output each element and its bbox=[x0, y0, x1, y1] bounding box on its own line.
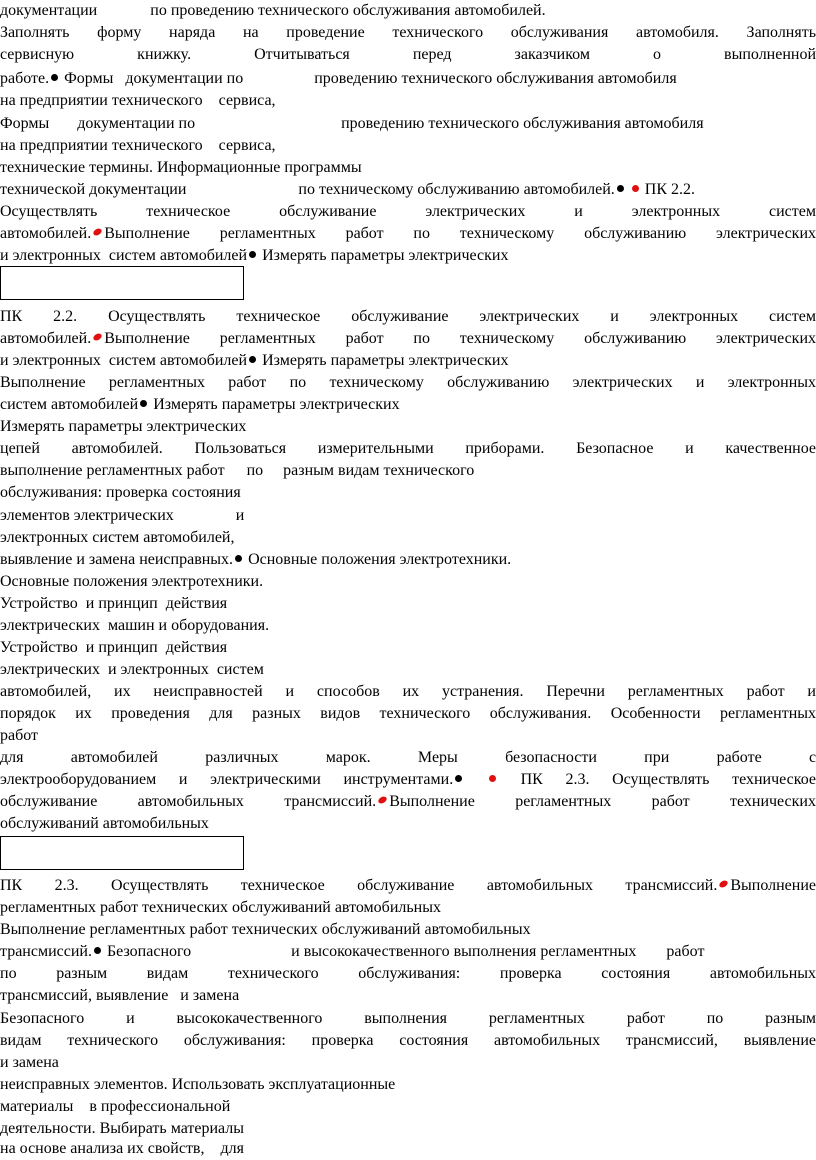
bullet-icon bbox=[235, 555, 242, 562]
bullet-icon bbox=[632, 185, 639, 192]
text-line: деятельности. Выбирать материалы bbox=[0, 1120, 245, 1137]
text-line: и электронных систем автомобилей Измерять параметры электрических bbox=[0, 247, 509, 264]
text-line: Устройство и принцип действия bbox=[0, 639, 228, 656]
bullet-icon bbox=[51, 74, 58, 81]
text-line: Выполнение регламентных работ по техническому обслуживанию электрических и электронных bbox=[0, 374, 816, 391]
text-line: и электронных систем автомобилей Измерять параметры электрических bbox=[0, 352, 509, 369]
text-line: электрических и электронных систем bbox=[0, 661, 264, 678]
text-line: электронных систем автомобилей, bbox=[0, 529, 235, 546]
bullet-icon bbox=[377, 795, 388, 805]
text-line: обслуживание автомобильных трансмиссий. Выполнение регламентных работ технических bbox=[0, 793, 816, 810]
text-line: систем автомобилей Измерять параметры электрических bbox=[0, 396, 400, 413]
text-line: автомобилей. Выполнение регламентных работ по техническому обслуживанию электрических bbox=[0, 330, 816, 347]
bullet-icon bbox=[92, 332, 103, 342]
text-line: Безопасного и высококачественного выполнения регламентных работ по разным bbox=[0, 1010, 816, 1027]
bullet-icon bbox=[94, 947, 101, 954]
text-line: выполнение регламентных работ по разным видам технического bbox=[0, 462, 475, 479]
text-line: материалы в профессиональной bbox=[0, 1098, 231, 1115]
text-line: на предприятии технического сервиса, bbox=[0, 92, 276, 109]
text-line: ПК 2.2. Осуществлять техническое обслуживание электрических и электронных систем bbox=[0, 308, 816, 325]
text-line: Заполнять форму наряда на проведение технического обслуживания автомобиля. Заполнять bbox=[0, 24, 816, 41]
text-line: автомобилей, их неисправностей и способов их устранения. Перечни регламентных работ и bbox=[0, 683, 816, 700]
text-line: обслуживаний автомобильных bbox=[0, 815, 209, 832]
text-line: Измерять параметры электрических bbox=[0, 418, 247, 435]
text-line: и замена bbox=[0, 1054, 59, 1071]
text-line: автомобилей. Выполнение регламентных работ по техническому обслуживанию электрических bbox=[0, 225, 816, 242]
blank-box bbox=[0, 266, 244, 300]
text-line: видам технического обслуживания: проверка состояния автомобильных трансмиссий, выявление bbox=[0, 1032, 816, 1049]
bullet-icon bbox=[249, 356, 256, 363]
bullet-icon bbox=[617, 185, 624, 192]
bullet-icon bbox=[718, 879, 729, 889]
text-line: Выполнение регламентных работ технических обслуживаний автомобильных bbox=[0, 921, 531, 938]
text-line: неисправных элементов. Использовать эксплуатационные bbox=[0, 1076, 396, 1093]
text-line: ПК 2.3. Осуществлять техническое обслуживание автомобильных трансмиссий. Выполнение bbox=[0, 877, 816, 894]
text-line: порядок их проведения для разных видов технического обслуживания. Особенности регламентных bbox=[0, 705, 816, 722]
text-line: по разным видам технического обслуживания: проверка состояния автомобильных bbox=[0, 965, 816, 982]
text-line: технические термины. Информационные программы bbox=[0, 159, 362, 176]
text-line: работе. Формы документации по проведению технического обслуживания автомобиля bbox=[0, 70, 677, 87]
text-line: Устройство и принцип действия bbox=[0, 595, 228, 612]
text-line: трансмиссий, выявление и замена bbox=[0, 987, 240, 1004]
blank-box bbox=[0, 836, 244, 870]
text-line: Основные положения электротехники. bbox=[0, 573, 264, 590]
bullet-icon bbox=[140, 400, 147, 407]
text-line: Осуществлять техническое обслуживание электрических и электронных систем bbox=[0, 203, 816, 220]
text-line: документации по проведению технического обслуживания автомобилей. bbox=[0, 2, 546, 19]
text-line: на основе анализа их свойств, для bbox=[0, 1140, 244, 1157]
text-line: работ bbox=[0, 727, 39, 744]
text-line: трансмиссий. Безопасного и высококачественного выполнения регламентных работ bbox=[0, 943, 705, 960]
bullet-icon bbox=[92, 227, 103, 237]
text-line: для автомобилей различных марок. Меры безопасности при работе с bbox=[0, 749, 816, 766]
text-line: выявление и замена неисправных. Основные положения электротехники. bbox=[0, 551, 512, 568]
text-line: обслуживания: проверка состояния bbox=[0, 484, 241, 501]
text-line: технической документации по техническому обслуживанию автомобилей. ПК 2.2. bbox=[0, 181, 696, 198]
text-line: цепей автомобилей. Пользоваться измерительными приборами. Безопасное и качественное bbox=[0, 440, 816, 457]
text-line: на предприятии технического сервиса, bbox=[0, 137, 276, 154]
text-line: сервисную книжку. Отчитываться перед заказчиком о выполненной bbox=[0, 46, 816, 63]
text-line: Формы документации по проведению технического обслуживания автомобиля bbox=[0, 115, 704, 132]
text-line: электрических машин и оборудования. bbox=[0, 617, 270, 634]
text-line: элементов электрических и bbox=[0, 507, 245, 524]
text-line: регламентных работ технических обслуживаний автомобильных bbox=[0, 899, 441, 916]
bullet-icon bbox=[489, 775, 496, 782]
text-line: электрооборудованием и электрическими инструментами. ПК 2.3. Осуществлять техническое bbox=[0, 771, 816, 788]
bullet-icon bbox=[249, 251, 256, 258]
bullet-icon bbox=[455, 775, 462, 782]
